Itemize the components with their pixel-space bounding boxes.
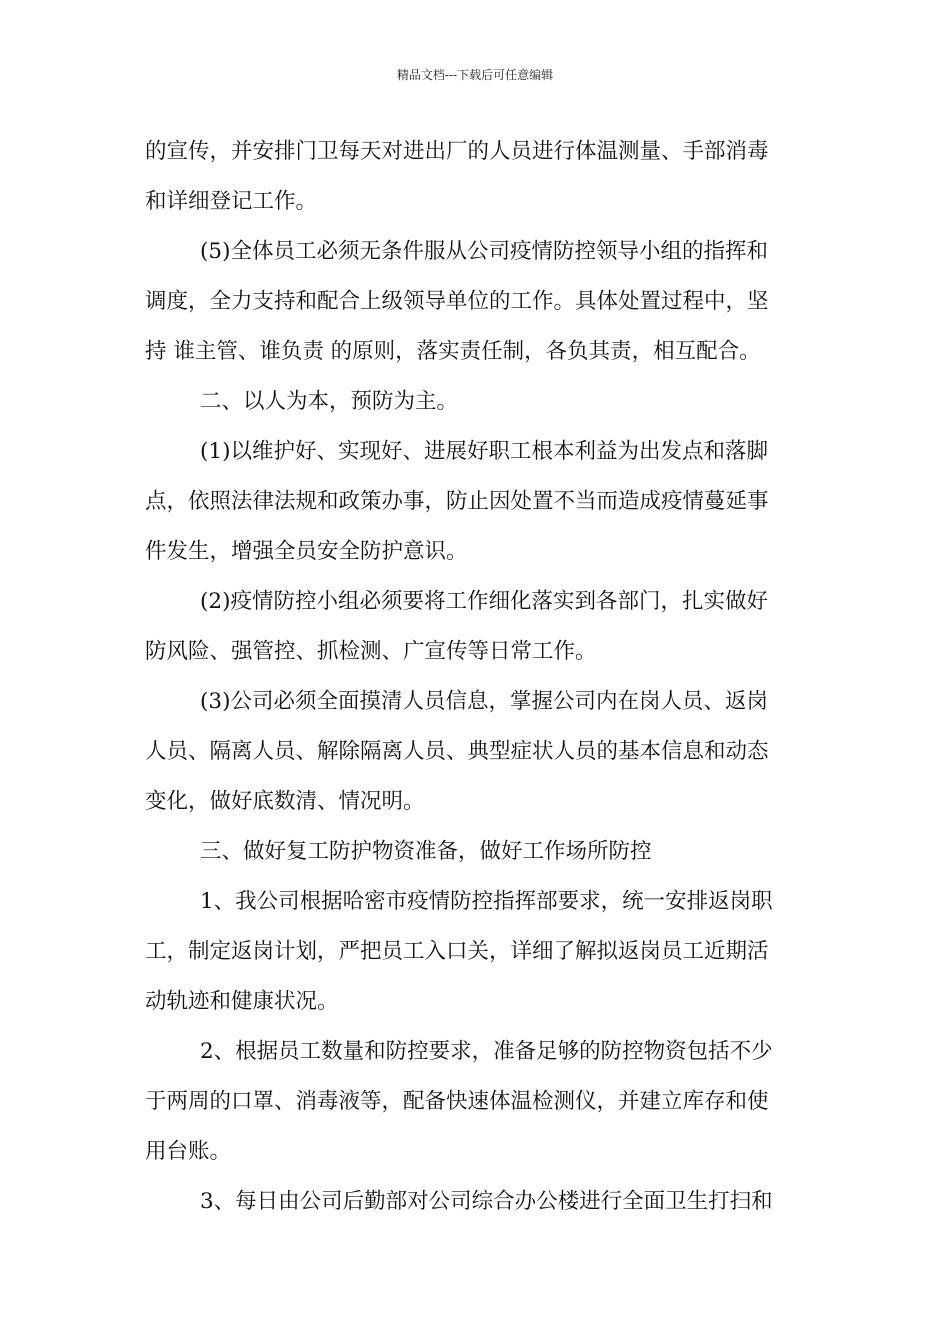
body-line: 调度，全力支持和配合上级领导单位的工作。具体处置过程中，坚 [145,289,769,314]
body-line: 用台账。 [145,1139,232,1164]
body-line: 工，制定返岗计划，严把员工入口关，详细了解拟返岗员工近期活 [145,939,769,964]
body-line: 防风险、强管控、抓检测、广宣传等日常工作。 [145,639,597,664]
body-line: 2、根据员工数量和防控要求，准备足够的防控物资包括不少 [200,1039,773,1064]
body-line: 于两周的口罩、消毒液等，配备快速体温检测仪，并建立库存和使 [145,1089,769,1114]
body-line: 的宣传，并安排门卫每天对进出厂的人员进行体温测量、手部消毒 [145,139,769,164]
body-line: 3、每日由公司后勤部对公司综合办公楼进行全面卫生打扫和 [200,1189,773,1214]
section-heading: 二、以人为本，预防为主。 [200,389,459,414]
body-line: 1、我公司根据哈密市疫情防控指挥部要求，统一安排返岗职 [200,889,773,914]
body-line: 点，依照法律法规和政策办事，防止因处置不当而造成疫情蔓延事 [145,489,769,514]
body-line: 变化，做好底数清、情况明。 [145,789,425,814]
body-line: (5)全体员工必须无条件服从公司疫情防控领导小组的指挥和 [200,239,768,264]
body-line: (1)以维护好、实现好、进展好职工根本利益为出发点和落脚 [200,439,768,464]
body-line: 和详细登记工作。 [145,189,318,214]
section-heading: 三、做好复工防护物资准备，做好工作场所防控 [200,839,652,864]
body-line: (2)疫情防控小组必须要将工作细化落实到各部门，扎实做好 [200,589,768,614]
body-line: 动轨迹和健康状况。 [145,989,339,1014]
body-line: (3)公司必须全面摸清人员信息，掌握公司内在岗人员、返岗 [200,689,768,714]
body-line: 持 谁主管、谁负责 的原则，落实责任制，各负其责，相互配合。 [145,339,761,364]
body-line: 件发生，增强全员安全防护意识。 [145,539,468,564]
body-line: 人员、隔离人员、解除隔离人员、典型症状人员的基本信息和动态 [145,739,769,764]
page-header: 精品文档---下载后可任意编辑 [396,68,554,82]
